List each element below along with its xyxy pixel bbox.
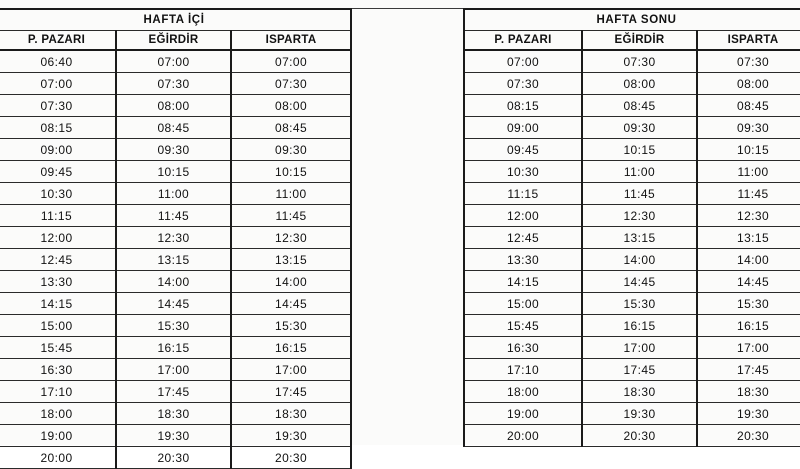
weekday-egirdir-time-cell: 14:45 xyxy=(116,293,231,315)
weekday-p-pazari-time-cell: 18:00 xyxy=(0,403,116,425)
weekday-p-pazari-time-cell: 10:30 xyxy=(0,183,116,205)
weekday-egirdir-time-cell: 20:30 xyxy=(116,447,231,469)
table-row xyxy=(464,95,800,117)
table-row xyxy=(464,359,800,381)
weekday-p-pazari-time-cell: 17:10 xyxy=(0,381,116,403)
table-row xyxy=(0,447,351,469)
weekday-p-pazari-time-cell: 16:30 xyxy=(0,359,116,381)
weekday-p-pazari-time-cell: 15:00 xyxy=(0,315,116,337)
weekend-p-pazari-time-cell: 16:30 xyxy=(464,337,582,359)
weekend-rows xyxy=(464,50,800,447)
weekday-p-pazari-time-cell: 13:30 xyxy=(0,271,116,293)
weekday-egirdir-time-cell: 18:30 xyxy=(116,403,231,425)
table-row xyxy=(464,425,800,447)
weekend-isparta-time-cell: 09:30 xyxy=(697,117,800,139)
weekday-p-pazari-time-cell: 12:00 xyxy=(0,227,116,249)
table-row xyxy=(0,161,351,183)
table-row xyxy=(464,381,800,403)
weekend-isparta-time-cell: 15:30 xyxy=(697,293,800,315)
weekday-isparta-time-cell: 07:00 xyxy=(231,50,351,73)
weekday-p-pazari-time-cell: 07:30 xyxy=(0,95,116,117)
weekend-isparta-time-cell: 08:45 xyxy=(697,95,800,117)
weekday-isparta-time-cell: 15:30 xyxy=(231,315,351,337)
middle-top-rule xyxy=(350,8,463,9)
table-row xyxy=(0,95,351,117)
table-row xyxy=(464,249,800,271)
weekend-egirdir-time-cell: 11:45 xyxy=(582,183,697,205)
weekend-p-pazari-time-cell: 14:15 xyxy=(464,271,582,293)
weekday-isparta-time-cell: 10:15 xyxy=(231,161,351,183)
table-row xyxy=(464,293,800,315)
weekday-p-pazari-time-cell: 08:15 xyxy=(0,117,116,139)
weekday-egirdir-time-cell: 11:00 xyxy=(116,183,231,205)
weekday-egirdir-time-cell: 08:00 xyxy=(116,95,231,117)
weekday-egirdir-time-cell: 14:00 xyxy=(116,271,231,293)
weekday-egirdir-time-cell: 11:45 xyxy=(116,205,231,227)
table-row xyxy=(0,425,351,447)
weekend-p-pazari-time-cell: 07:30 xyxy=(464,73,582,95)
table-row xyxy=(464,117,800,139)
weekend-p-pazari-time-cell: 19:00 xyxy=(464,403,582,425)
weekend-isparta-time-cell: 14:00 xyxy=(697,249,800,271)
weekday-egirdir-time-cell: 17:45 xyxy=(116,381,231,403)
table-row xyxy=(464,403,800,425)
weekend-egirdir-time-cell: 08:00 xyxy=(582,73,697,95)
table-row xyxy=(0,403,351,425)
weekday-isparta-time-cell: 17:45 xyxy=(231,381,351,403)
weekday-egirdir-time-cell: 09:30 xyxy=(116,139,231,161)
table-row xyxy=(0,271,351,293)
weekend-egirdir-time-cell: 17:45 xyxy=(582,359,697,381)
weekend-egirdir-time-cell: 12:30 xyxy=(582,205,697,227)
weekend-col-isparta: ISPARTA xyxy=(697,31,800,51)
weekday-egirdir-time-cell: 17:00 xyxy=(116,359,231,381)
table-row xyxy=(464,139,800,161)
weekday-p-pazari-time-cell: 09:00 xyxy=(0,139,116,161)
weekend-p-pazari-time-cell: 20:00 xyxy=(464,425,582,447)
weekend-p-pazari-time-cell: 10:30 xyxy=(464,161,582,183)
weekend-egirdir-time-cell: 16:15 xyxy=(582,315,697,337)
weekday-isparta-time-cell: 14:00 xyxy=(231,271,351,293)
weekend-egirdir-time-cell: 18:30 xyxy=(582,381,697,403)
weekend-schedule-table xyxy=(463,8,800,447)
weekday-egirdir-time-cell: 15:30 xyxy=(116,315,231,337)
table-row xyxy=(464,73,800,95)
weekend-egirdir-time-cell: 14:45 xyxy=(582,271,697,293)
weekend-isparta-time-cell: 17:00 xyxy=(697,337,800,359)
weekend-egirdir-time-cell: 17:00 xyxy=(582,337,697,359)
weekend-isparta-time-cell: 11:00 xyxy=(697,161,800,183)
table-row xyxy=(0,73,351,95)
table-row xyxy=(464,337,800,359)
weekend-egirdir-time-cell: 15:30 xyxy=(582,293,697,315)
table-row xyxy=(464,227,800,249)
weekend-egirdir-time-cell: 13:15 xyxy=(582,227,697,249)
weekend-p-pazari-time-cell: 12:00 xyxy=(464,205,582,227)
weekday-isparta-time-cell: 18:30 xyxy=(231,403,351,425)
weekend-egirdir-time-cell: 14:00 xyxy=(582,249,697,271)
weekend-p-pazari-time-cell: 09:00 xyxy=(464,117,582,139)
weekend-p-pazari-time-cell: 17:10 xyxy=(464,359,582,381)
weekday-isparta-time-cell: 17:00 xyxy=(231,359,351,381)
weekday-egirdir-time-cell: 07:30 xyxy=(116,73,231,95)
weekend-p-pazari-time-cell: 18:00 xyxy=(464,381,582,403)
table-row xyxy=(464,50,800,73)
table-row xyxy=(464,315,800,337)
weekend-egirdir-time-cell: 07:30 xyxy=(582,50,697,73)
weekday-col-isparta: ISPARTA xyxy=(231,31,351,51)
weekday-p-pazari-time-cell: 12:45 xyxy=(0,249,116,271)
weekday-p-pazari-time-cell: 19:00 xyxy=(0,425,116,447)
weekend-col-p-pazari: P. PAZARI xyxy=(464,31,582,51)
weekend-egirdir-time-cell: 10:15 xyxy=(582,139,697,161)
weekday-egirdir-time-cell: 13:15 xyxy=(116,249,231,271)
weekday-p-pazari-time-cell: 11:15 xyxy=(0,205,116,227)
weekend-egirdir-time-cell: 19:30 xyxy=(582,403,697,425)
weekday-isparta-time-cell: 07:30 xyxy=(231,73,351,95)
weekday-egirdir-time-cell: 19:30 xyxy=(116,425,231,447)
table-row xyxy=(0,337,351,359)
weekday-isparta-time-cell: 08:45 xyxy=(231,117,351,139)
weekday-egirdir-time-cell: 10:15 xyxy=(116,161,231,183)
table-row xyxy=(0,227,351,249)
weekday-p-pazari-time-cell: 14:15 xyxy=(0,293,116,315)
table-row xyxy=(0,381,351,403)
weekday-isparta-time-cell: 14:45 xyxy=(231,293,351,315)
weekend-p-pazari-time-cell: 12:45 xyxy=(464,227,582,249)
weekend-isparta-time-cell: 13:15 xyxy=(697,227,800,249)
weekend-isparta-time-cell: 10:15 xyxy=(697,139,800,161)
weekend-isparta-time-cell: 20:30 xyxy=(697,425,800,447)
weekday-isparta-time-cell: 11:45 xyxy=(231,205,351,227)
weekend-isparta-time-cell: 12:30 xyxy=(697,205,800,227)
weekday-isparta-time-cell: 20:30 xyxy=(231,447,351,469)
weekend-p-pazari-time-cell: 07:00 xyxy=(464,50,582,73)
weekday-isparta-time-cell: 09:30 xyxy=(231,139,351,161)
weekend-p-pazari-time-cell: 13:30 xyxy=(464,249,582,271)
weekday-p-pazari-time-cell: 06:40 xyxy=(0,50,116,73)
table-row xyxy=(0,359,351,381)
table-row xyxy=(464,205,800,227)
weekday-isparta-time-cell: 12:30 xyxy=(231,227,351,249)
weekday-isparta-time-cell: 08:00 xyxy=(231,95,351,117)
table-row xyxy=(0,205,351,227)
weekend-isparta-time-cell: 18:30 xyxy=(697,381,800,403)
weekday-isparta-time-cell: 11:00 xyxy=(231,183,351,205)
weekday-p-pazari-time-cell: 15:45 xyxy=(0,337,116,359)
weekday-col-egirdir: EĞİRDİR xyxy=(116,31,231,51)
table-row xyxy=(464,183,800,205)
weekend-isparta-time-cell: 14:45 xyxy=(697,271,800,293)
weekend-p-pazari-time-cell: 11:15 xyxy=(464,183,582,205)
weekend-p-pazari-time-cell: 15:45 xyxy=(464,315,582,337)
weekend-isparta-time-cell: 11:45 xyxy=(697,183,800,205)
weekday-egirdir-time-cell: 12:30 xyxy=(116,227,231,249)
weekend-p-pazari-time-cell: 08:15 xyxy=(464,95,582,117)
weekend-p-pazari-time-cell: 15:00 xyxy=(464,293,582,315)
weekday-isparta-time-cell: 19:30 xyxy=(231,425,351,447)
table-row xyxy=(0,50,351,73)
weekday-title: HAFTA İÇİ xyxy=(0,9,351,31)
weekday-schedule-table xyxy=(0,8,352,469)
weekend-isparta-time-cell: 07:30 xyxy=(697,50,800,73)
weekend-isparta-time-cell: 08:00 xyxy=(697,73,800,95)
weekend-isparta-time-cell: 17:45 xyxy=(697,359,800,381)
weekend-col-egirdir: EĞİRDİR xyxy=(582,31,697,51)
weekday-isparta-time-cell: 16:15 xyxy=(231,337,351,359)
table-row xyxy=(464,271,800,293)
table-row xyxy=(0,117,351,139)
weekday-isparta-time-cell: 13:15 xyxy=(231,249,351,271)
weekend-egirdir-time-cell: 08:45 xyxy=(582,95,697,117)
weekend-title: HAFTA SONU xyxy=(464,9,800,31)
weekday-p-pazari-time-cell: 09:45 xyxy=(0,161,116,183)
table-row xyxy=(0,315,351,337)
weekend-isparta-time-cell: 16:15 xyxy=(697,315,800,337)
weekend-egirdir-time-cell: 20:30 xyxy=(582,425,697,447)
weekday-p-pazari-time-cell: 07:00 xyxy=(0,73,116,95)
weekday-col-p-pazari: P. PAZARI xyxy=(0,31,116,51)
weekday-p-pazari-time-cell: 20:00 xyxy=(0,447,116,469)
weekend-egirdir-time-cell: 09:30 xyxy=(582,117,697,139)
table-row xyxy=(0,139,351,161)
table-row xyxy=(0,293,351,315)
weekend-isparta-time-cell: 19:30 xyxy=(697,403,800,425)
weekend-egirdir-time-cell: 11:00 xyxy=(582,161,697,183)
table-row xyxy=(464,161,800,183)
weekday-egirdir-time-cell: 07:00 xyxy=(116,50,231,73)
weekday-rows xyxy=(0,50,351,469)
table-row xyxy=(0,183,351,205)
weekday-egirdir-time-cell: 16:15 xyxy=(116,337,231,359)
weekday-egirdir-time-cell: 08:45 xyxy=(116,117,231,139)
table-row xyxy=(0,249,351,271)
weekend-p-pazari-time-cell: 09:45 xyxy=(464,139,582,161)
